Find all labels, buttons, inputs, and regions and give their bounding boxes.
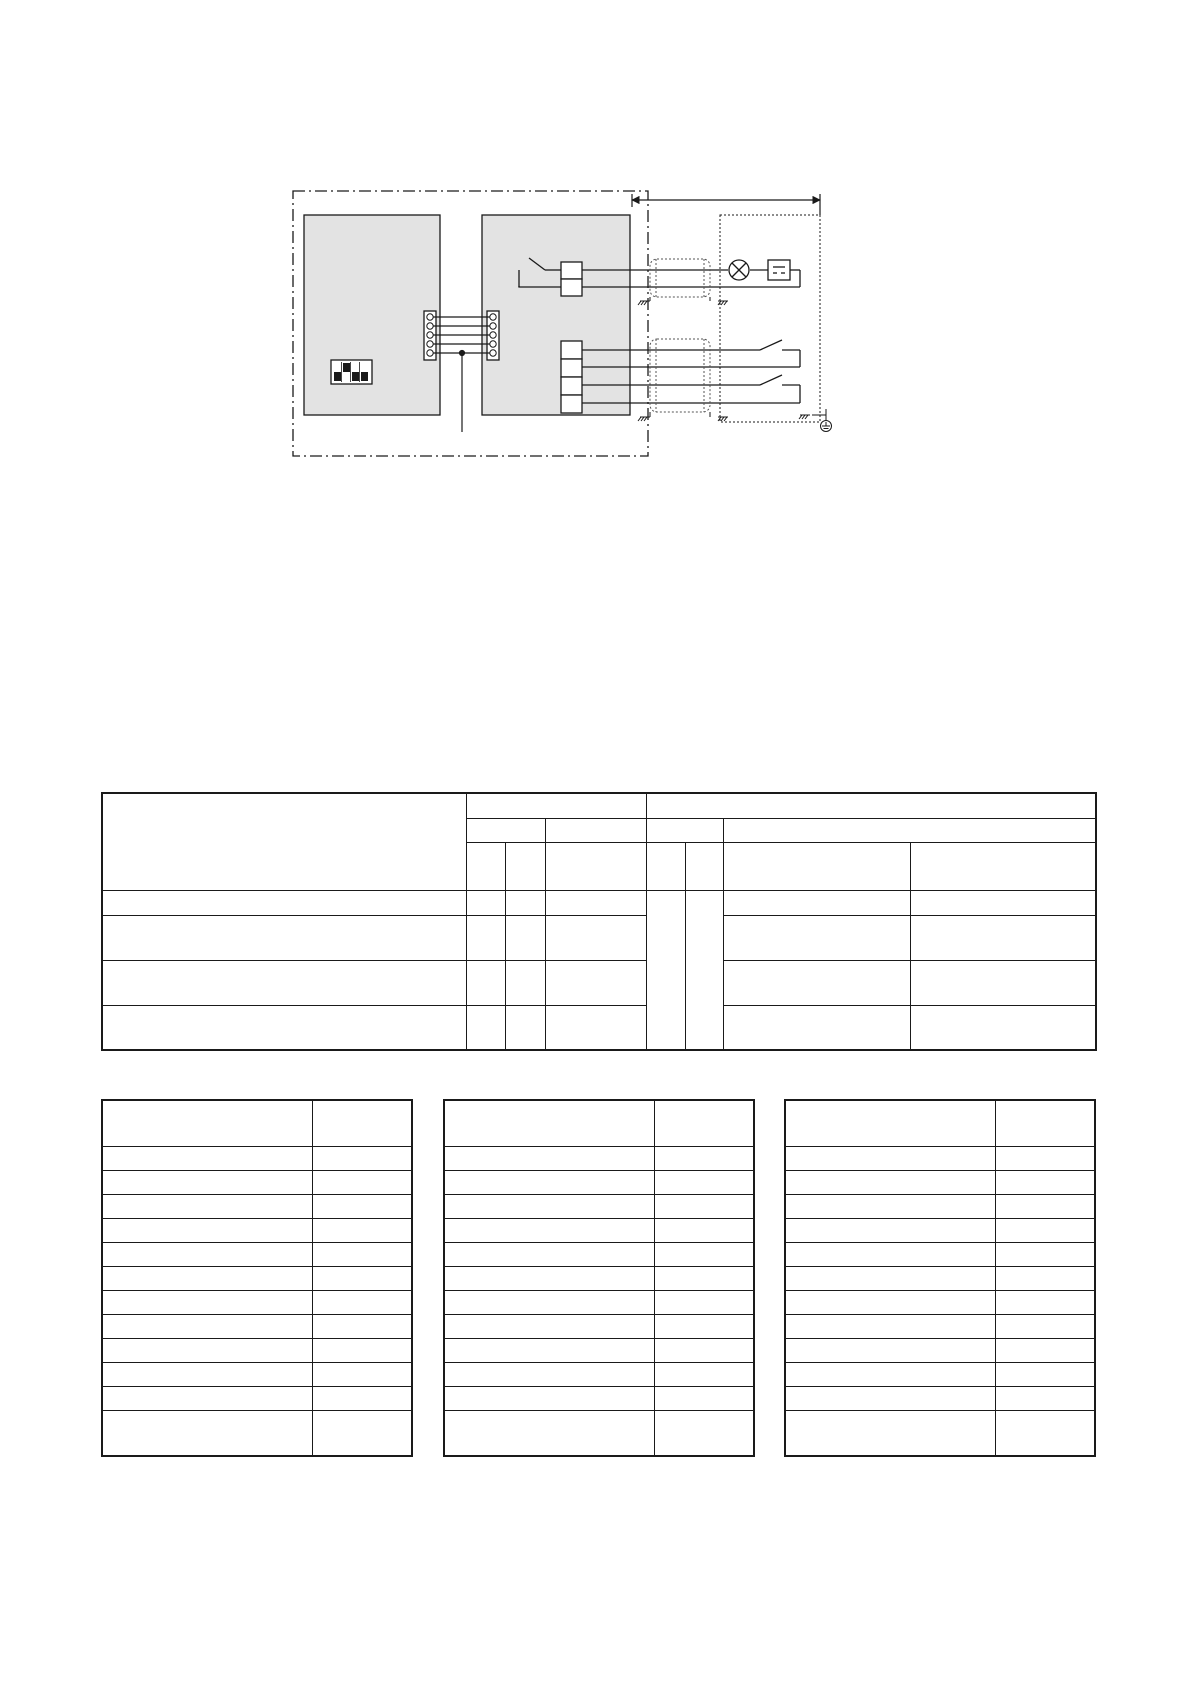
table-cell bbox=[102, 960, 466, 1005]
table-row bbox=[102, 1146, 412, 1170]
table-cell bbox=[910, 960, 1096, 1005]
table-header-cell bbox=[646, 842, 685, 890]
table-header-row bbox=[102, 1100, 412, 1146]
table-cell bbox=[995, 1266, 1095, 1290]
table-cell bbox=[545, 960, 646, 1005]
table-cell bbox=[995, 1170, 1095, 1194]
table-cell bbox=[102, 1410, 312, 1456]
table-row bbox=[444, 1410, 754, 1456]
table-cell bbox=[102, 1266, 312, 1290]
table-row bbox=[785, 1242, 1095, 1266]
table-cell bbox=[785, 1266, 995, 1290]
table-header-row bbox=[785, 1100, 1095, 1146]
table-cell bbox=[654, 1314, 754, 1338]
table-row bbox=[102, 1170, 412, 1194]
table-cell bbox=[785, 1386, 995, 1410]
table-cell bbox=[312, 1386, 412, 1410]
table-cell bbox=[995, 1242, 1095, 1266]
table-cell bbox=[785, 1362, 995, 1386]
table-cell bbox=[995, 1194, 1095, 1218]
table-header-cell bbox=[685, 842, 723, 890]
table-header-cell bbox=[102, 793, 466, 890]
table-row bbox=[785, 1266, 1095, 1290]
table-row bbox=[785, 1146, 1095, 1170]
table-cell bbox=[102, 1386, 312, 1410]
table-row bbox=[102, 1386, 412, 1410]
table-row bbox=[785, 1218, 1095, 1242]
table-header-cell bbox=[466, 842, 505, 890]
table-cell bbox=[444, 1410, 654, 1456]
table-cell bbox=[444, 1100, 654, 1146]
table-row bbox=[444, 1338, 754, 1362]
cable-length-dimension bbox=[632, 194, 820, 215]
table-row bbox=[785, 1290, 1095, 1314]
table-cell bbox=[444, 1290, 654, 1314]
table-cell bbox=[102, 1338, 312, 1362]
table-cell bbox=[466, 1005, 505, 1050]
table-cell bbox=[785, 1218, 995, 1242]
table-cell bbox=[312, 1362, 412, 1386]
table-cell bbox=[102, 1170, 312, 1194]
table-row bbox=[444, 1362, 754, 1386]
table-cell bbox=[312, 1218, 412, 1242]
table-row bbox=[102, 1410, 412, 1456]
table-header-cell bbox=[466, 818, 545, 842]
table-cell bbox=[995, 1146, 1095, 1170]
small-table bbox=[443, 1099, 755, 1457]
table-cell bbox=[654, 1266, 754, 1290]
table-row bbox=[444, 1266, 754, 1290]
table-row bbox=[102, 1005, 1096, 1050]
table-cell bbox=[785, 1194, 995, 1218]
table-cell bbox=[444, 1362, 654, 1386]
table-cell bbox=[102, 1314, 312, 1338]
small-table bbox=[784, 1099, 1096, 1457]
table-row bbox=[444, 1170, 754, 1194]
ground-icon bbox=[638, 412, 810, 421]
table-cell bbox=[995, 1218, 1095, 1242]
table-cell bbox=[102, 1362, 312, 1386]
table-row bbox=[102, 890, 1096, 915]
table-row bbox=[102, 1362, 412, 1386]
table-cell bbox=[910, 915, 1096, 960]
table-cell bbox=[505, 890, 545, 915]
table-cell bbox=[444, 1386, 654, 1410]
table-row bbox=[444, 1194, 754, 1218]
table-cell bbox=[312, 1338, 412, 1362]
table-row bbox=[785, 1386, 1095, 1410]
table-cell bbox=[995, 1314, 1095, 1338]
table-header-cell bbox=[505, 842, 545, 890]
table-cell bbox=[723, 915, 910, 960]
table-cell bbox=[785, 1242, 995, 1266]
table-row bbox=[444, 1218, 754, 1242]
table-cell bbox=[444, 1314, 654, 1338]
table-header-cell bbox=[723, 842, 910, 890]
table-cell bbox=[654, 1100, 754, 1146]
ground-icon bbox=[638, 297, 728, 305]
power-supply-icon bbox=[768, 260, 790, 280]
table-cell bbox=[995, 1100, 1095, 1146]
table-cell bbox=[654, 1242, 754, 1266]
table-row bbox=[444, 1146, 754, 1170]
table-cell bbox=[102, 1005, 466, 1050]
table-header-cell bbox=[910, 842, 1096, 890]
table-row bbox=[444, 1290, 754, 1314]
table-cell bbox=[545, 915, 646, 960]
table-cell bbox=[312, 1410, 412, 1456]
table-cell bbox=[685, 890, 723, 1050]
table-row bbox=[444, 1314, 754, 1338]
table-row bbox=[785, 1338, 1095, 1362]
table-header-cell bbox=[466, 793, 646, 818]
input-terminal-block bbox=[561, 341, 582, 413]
table-row bbox=[785, 1314, 1095, 1338]
table-row bbox=[102, 1314, 412, 1338]
table-cell bbox=[646, 890, 685, 1050]
table-row bbox=[102, 1338, 412, 1362]
table-header-cell bbox=[646, 793, 1096, 818]
table-cell bbox=[444, 1338, 654, 1362]
table-cell bbox=[102, 1194, 312, 1218]
table-cell bbox=[910, 1005, 1096, 1050]
table-cell bbox=[102, 915, 466, 960]
table-cell bbox=[444, 1218, 654, 1242]
table-header-cell bbox=[545, 842, 646, 890]
table-cell bbox=[312, 1170, 412, 1194]
table-cell bbox=[466, 890, 505, 915]
wiring-diagram bbox=[0, 0, 1190, 480]
table-cell bbox=[910, 890, 1096, 915]
table-row bbox=[102, 960, 1096, 1005]
table-cell bbox=[505, 960, 545, 1005]
table-cell bbox=[995, 1386, 1095, 1410]
lamp-icon bbox=[729, 260, 749, 280]
table-row bbox=[102, 1242, 412, 1266]
table-cell bbox=[444, 1266, 654, 1290]
table-cell bbox=[654, 1410, 754, 1456]
table-row bbox=[444, 1386, 754, 1410]
table-cell bbox=[102, 1146, 312, 1170]
table-cell bbox=[654, 1338, 754, 1362]
table-cell bbox=[102, 1290, 312, 1314]
table-cell bbox=[654, 1194, 754, 1218]
table-cell bbox=[785, 1410, 995, 1456]
table-cell bbox=[995, 1362, 1095, 1386]
table-row bbox=[102, 1266, 412, 1290]
dip-switch-icon bbox=[331, 360, 372, 384]
table-cell bbox=[785, 1170, 995, 1194]
table-cell bbox=[654, 1146, 754, 1170]
switch-icon bbox=[760, 340, 800, 385]
table-cell bbox=[312, 1290, 412, 1314]
small-table bbox=[101, 1099, 413, 1457]
table-cell bbox=[785, 1146, 995, 1170]
specification-table bbox=[101, 792, 1097, 1051]
table-cell bbox=[654, 1290, 754, 1314]
controller-module bbox=[304, 215, 440, 415]
table-row bbox=[444, 1242, 754, 1266]
table-cell bbox=[444, 1146, 654, 1170]
table-header-row bbox=[444, 1100, 754, 1146]
table-cell bbox=[995, 1338, 1095, 1362]
table-cell bbox=[785, 1338, 995, 1362]
table-row bbox=[102, 1290, 412, 1314]
table-header-cell bbox=[723, 818, 1096, 842]
table-cell bbox=[466, 960, 505, 1005]
protective-earth-icon bbox=[812, 409, 832, 432]
table-cell bbox=[654, 1170, 754, 1194]
table-cell bbox=[545, 1005, 646, 1050]
table-cell bbox=[444, 1170, 654, 1194]
table-cell bbox=[654, 1362, 754, 1386]
table-cell bbox=[654, 1218, 754, 1242]
table-cell bbox=[102, 1218, 312, 1242]
table-cell bbox=[102, 890, 466, 915]
table-cell bbox=[785, 1290, 995, 1314]
table-row bbox=[102, 1194, 412, 1218]
table-cell bbox=[785, 1314, 995, 1338]
table-cell bbox=[312, 1242, 412, 1266]
table-cell bbox=[102, 1100, 312, 1146]
table-cell bbox=[444, 1242, 654, 1266]
table-cell bbox=[785, 1100, 995, 1146]
table-cell bbox=[466, 915, 505, 960]
table-row bbox=[785, 1194, 1095, 1218]
table-row bbox=[785, 1362, 1095, 1386]
table-cell bbox=[505, 915, 545, 960]
table-cell bbox=[654, 1386, 754, 1410]
table-cell bbox=[505, 1005, 545, 1050]
table-cell bbox=[995, 1290, 1095, 1314]
table-cell bbox=[995, 1410, 1095, 1456]
table-cell bbox=[723, 890, 910, 915]
table-cell bbox=[312, 1266, 412, 1290]
table-row bbox=[785, 1410, 1095, 1456]
table-cell bbox=[312, 1314, 412, 1338]
table-cell bbox=[723, 960, 910, 1005]
table-cell bbox=[545, 890, 646, 915]
table-cell bbox=[312, 1146, 412, 1170]
table-cell bbox=[312, 1194, 412, 1218]
table-row bbox=[102, 1218, 412, 1242]
table-cell bbox=[444, 1194, 654, 1218]
table-cell bbox=[723, 1005, 910, 1050]
shielded-cable-icon bbox=[650, 259, 710, 297]
table-row bbox=[785, 1170, 1095, 1194]
field-device-enclosure bbox=[720, 215, 820, 422]
table-header-cell bbox=[545, 818, 646, 842]
table-header-cell bbox=[646, 818, 723, 842]
table-row bbox=[102, 915, 1096, 960]
table-cell bbox=[312, 1100, 412, 1146]
table-cell bbox=[102, 1242, 312, 1266]
